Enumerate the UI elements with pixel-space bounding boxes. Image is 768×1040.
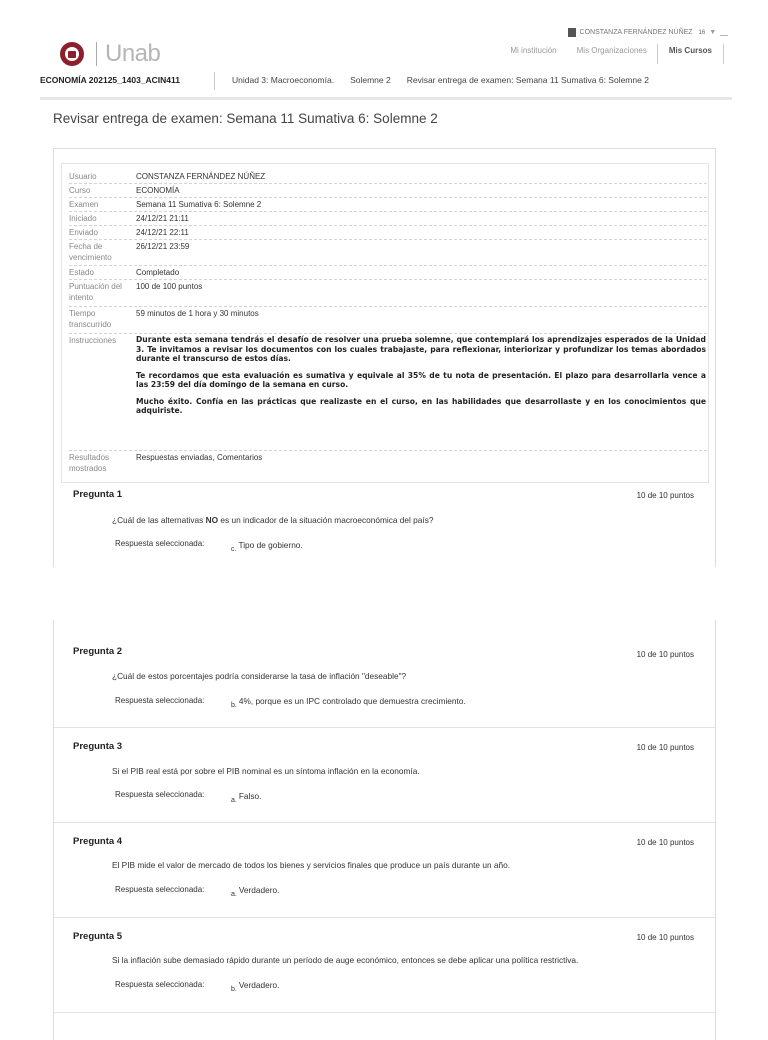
exam-review-panel-continued [53, 620, 716, 1040]
nav-my-institution[interactable]: Mi institución [510, 46, 557, 55]
answer-label: Respuesta seleccionada: [115, 539, 205, 548]
top-header [0, 0, 768, 100]
question-title: Pregunta 2 [73, 646, 123, 657]
attempt-summary [61, 163, 709, 483]
summary-row-time: Tiempo transcurrido 59 minutos de 1 hora y 30 minutos [69, 306, 707, 334]
logo-text: Unab [105, 40, 161, 67]
summary-row-due: Fecha de vencimiento 26/12/21 23:59 [69, 239, 707, 266]
question-score: 10 de 10 puntos [636, 838, 694, 847]
summary-row-course: Curso ECONOMÍA [69, 183, 707, 198]
breadcrumb-divider [214, 72, 215, 90]
instructions-text [136, 335, 706, 423]
instructions-paragraph: Mucho éxito. Confía en las prácticas que realizaste en el curso, en las habilidades que desarrollaste y en los conocimientos que adquiriste. [136, 396, 706, 415]
summary-row-user: Usuario CONSTANZA FERNÁNDEZ NÚÑEZ [69, 169, 707, 184]
summary-row-instructions: Instrucciones Durante esta semana tendrás el desafío de resolver una prueba solemne, que contemplará los aprendizajes esperados de la Unidad 3. Te invitamos a revisar los documentos con los cuales trabajaste, para reflexionar, interiorizar y profundizar los temas abordados durante el transcurso de estos días. Te recordamos que esta evaluación es sumativa y equivale al 35% de tu nota de presentación. El plazo para desarrollarla vence a las 23:59 del día domingo de la semana en curso. Mucho éxito. Confía en las prácticas que realizaste en el curso, en las habilidades que desarrollaste y en los conocimientos que adquiriste. [69, 333, 707, 451]
question-divider [54, 822, 715, 823]
question-divider [54, 727, 715, 728]
question-score: 10 de 10 puntos [636, 743, 694, 752]
chevron-down-icon[interactable]: ▼ [709, 29, 717, 36]
breadcrumb-unit[interactable]: Unidad 3: Macroeconomía. [232, 75, 335, 85]
breadcrumb [0, 72, 768, 94]
answer-label: Respuesta seleccionada: [115, 696, 205, 705]
unab-logo[interactable] [60, 40, 160, 68]
nav-my-organizations[interactable]: Mis Organizaciones [576, 46, 647, 55]
notification-badge: 16 [698, 29, 706, 36]
question-text: ¿Cuál de las alternativas NO es un indicador de la situación macroeconómica del país? [112, 515, 434, 525]
breadcrumb-current: Revisar entrega de examen: Semana 11 Sumativa 6: Solemne 2 [406, 75, 649, 85]
question-score: 10 de 10 puntos [636, 933, 694, 942]
nav-my-courses[interactable]: Mis Cursos [657, 44, 724, 64]
unab-seal-icon [60, 42, 84, 66]
selected-answer: $_{a.}$ Verdadero. [231, 885, 280, 898]
question-text: Si la inflación sube demasiado rápido durante un período de auge económico, entonces se debe aplicar una política restrictiva. [112, 955, 579, 965]
summary-row-exam: Examen Semana 11 Sumativa 6: Solemne 2 [69, 197, 707, 212]
instructions-paragraph: Te recordamos que esta evaluación es sumativa y equivale al 35% de tu nota de presentación. El plazo para desarrollarla vence a las 23:59 del día domingo de la semana en curso. [136, 370, 706, 389]
user-menu[interactable] [568, 28, 728, 37]
question-text: ¿Cuál de estos porcentajes podría considerarse la tasa de inflación "deseable"? [112, 671, 407, 681]
logo-divider [96, 42, 97, 66]
selected-answer: $_{c.}$ Tipo de gobierno. [231, 540, 303, 553]
question-text: El PIB mide el valor de mercado de todos los bienes y servicios finales que produce un país durante un año. [112, 860, 511, 870]
question-score: 10 de 10 puntos [636, 491, 694, 500]
summary-row-sent: Enviado 24/12/21 22:11 [69, 225, 707, 240]
selected-answer: $_{a.}$ Falso. [231, 791, 262, 804]
header-rule [40, 97, 732, 100]
answer-label: Respuesta seleccionada: [115, 885, 205, 894]
logout-link[interactable]: __ [720, 29, 728, 36]
breadcrumb-exam[interactable]: Solemne 2 [350, 75, 391, 85]
user-avatar-icon [568, 28, 576, 37]
summary-row-score: Puntuación del intento 100 de 100 puntos [69, 279, 707, 307]
summary-row-results: Resultados mostrados Respuestas enviadas, Comentarios [69, 453, 263, 473]
top-navigation [500, 44, 724, 64]
selected-answer: $_{b.}$ 4%, porque es un IPC controlado que demuestra crecimiento. [231, 696, 466, 709]
question-title: Pregunta 1 [73, 489, 123, 500]
summary-row-status: Estado Completado [69, 265, 707, 280]
question-score: 10 de 10 puntos [636, 650, 694, 659]
question-title: Pregunta 4 [73, 836, 123, 847]
answer-label: Respuesta seleccionada: [115, 790, 205, 799]
user-name: CONSTANZA FERNÁNDEZ NÚÑEZ [579, 29, 693, 36]
question-title: Pregunta 3 [73, 741, 123, 752]
question-divider [54, 1012, 715, 1013]
question-title: Pregunta 5 [73, 931, 123, 942]
breadcrumb-course[interactable]: ECONOMÍA 202125_1403_ACIN411 [40, 75, 181, 85]
question-text: Si el PIB real está por sobre el PIB nominal es un síntoma inflación en la economía. [112, 766, 420, 776]
answer-label: Respuesta seleccionada: [115, 980, 205, 989]
page-title: Revisar entrega de examen: Semana 11 Sumativa 6: Solemne 2 [53, 111, 438, 126]
selected-answer: $_{b.}$ Verdadero. [231, 980, 280, 993]
summary-row-started: Iniciado 24/12/21 21:11 [69, 211, 707, 226]
instructions-paragraph: Durante esta semana tendrás el desafío de resolver una prueba solemne, que contemplará los aprendizajes esperados de la Unidad 3. Te invitamos a revisar los documentos con los cuales trabajaste, para reflexionar, interiorizar y profundizar los temas abordados durante el transcurso de estos días. [136, 335, 706, 363]
question-divider [54, 917, 715, 918]
exam-review-panel [53, 148, 716, 567]
